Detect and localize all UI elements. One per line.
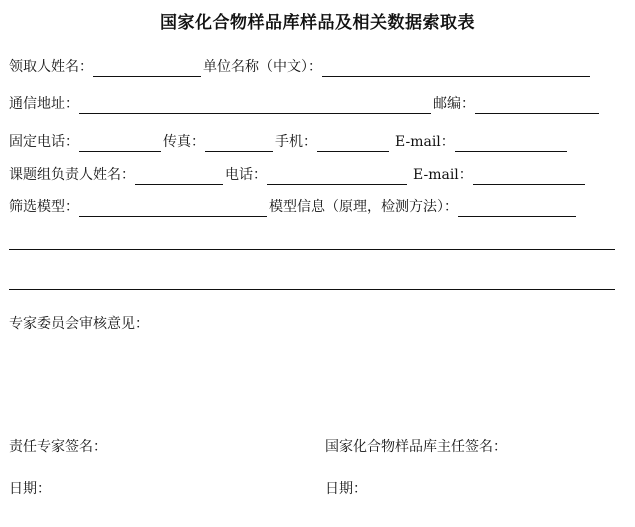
model-info-continuation-line-1[interactable]: [9, 249, 615, 250]
fax-field[interactable]: [205, 137, 273, 152]
expert-signature-label: 责任专家签名：: [9, 439, 107, 455]
director-signature-label: 国家化合物样品库主任签名：: [325, 439, 507, 455]
leader-name-label: 课题组负责人姓名：: [9, 167, 135, 183]
applicant-name-field[interactable]: [93, 62, 201, 77]
leader-phone-field[interactable]: [267, 170, 407, 185]
model-info-continuation-line-2[interactable]: [9, 289, 615, 290]
email-field[interactable]: [455, 137, 567, 152]
address-field[interactable]: [79, 99, 431, 114]
unit-name-label: 单位名称（中文）：: [203, 59, 322, 75]
model-info-field[interactable]: [458, 202, 576, 217]
fax-label: 传真：: [163, 134, 205, 150]
address-row: [9, 93, 599, 115]
leader-phone-label: 电话：: [225, 167, 267, 183]
director-date-label: 日期：: [325, 481, 367, 497]
mobile-field[interactable]: [317, 137, 389, 152]
mobile-label: 手机：: [275, 134, 317, 150]
expert-review-label: 专家委员会审核意见：: [9, 316, 149, 332]
contact-row: [9, 131, 567, 153]
postcode-label: 邮编：: [433, 96, 475, 112]
screening-model-label: 筛选模型：: [9, 199, 79, 215]
expert-date-label: 日期：: [9, 481, 51, 497]
phone-field[interactable]: [79, 137, 161, 152]
form-title: 国家化合物样品库样品及相关数据索取表: [160, 13, 475, 33]
leader-row: [9, 164, 585, 186]
email-label: E-mail：: [395, 134, 455, 150]
applicant-row: [9, 56, 590, 78]
leader-email-label: E-mail：: [413, 167, 473, 183]
phone-label: 固定电话：: [9, 134, 79, 150]
model-row: [9, 196, 576, 218]
postcode-field[interactable]: [475, 99, 599, 114]
address-label: 通信地址：: [9, 96, 79, 112]
screening-model-field[interactable]: [79, 202, 267, 217]
applicant-name-label: 领取人姓名：: [9, 59, 93, 75]
model-info-label: 模型信息（原理，检测方法）：: [269, 199, 458, 215]
leader-email-field[interactable]: [473, 170, 585, 185]
leader-name-field[interactable]: [135, 170, 223, 185]
unit-name-field[interactable]: [322, 62, 590, 77]
